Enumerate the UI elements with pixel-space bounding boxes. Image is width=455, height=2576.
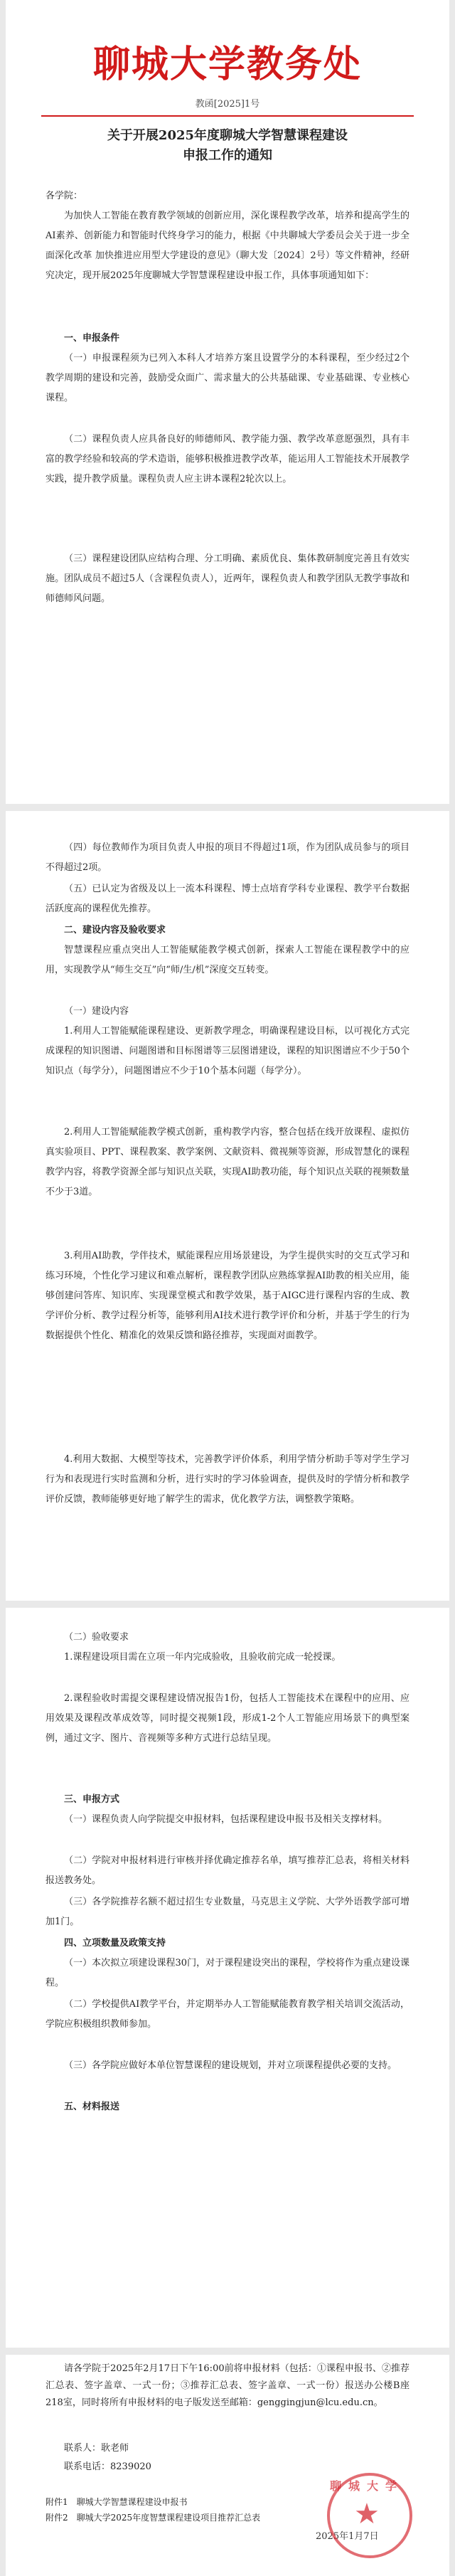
issue-date: 2025年1月7日: [316, 2531, 379, 2542]
attachment-2: 附件2 聊城大学2025年度智慧课程建设项目推荐汇总表: [46, 2513, 261, 2523]
document-number: 教函[2025]1号: [195, 99, 260, 110]
section-3-item-2: （二）学院对申报材料进行审核并择优确定推荐名单，填写推荐汇总表，将相关材料报送教务处。: [46, 1855, 410, 1886]
seal-star-icon: ★: [354, 2498, 380, 2530]
acceptance-req-2: 2.课程验收时需提交课程建设情况报告1份，包括人工智能技术在课程中的应用、应用效果及课程改革成效等，同时提交视频1段，形成1-2个人工智能应用场景下的典型案例，通过文字、图片、音视频等多种方式进行总结呈现。: [46, 1693, 410, 1744]
section-2-content-3: 3.利用AI助教，学伴技术，赋能课程应用场景建设，为学生提供实时的交互式学习和练习环境，个性化学习建议和难点解析，课程教学团队应熟练掌握AI助教的相关应用，能够创建问答库、知识库、实现课堂模式和教学效果，基于AIGC进行课程内容的生成、教学评价分析、教学过程分析等，能够利用AI技术进行教学评价和分析，并基于学生的行为数据提供个性化、精准化的效果反馈和路径推荐，实现面对面教学。: [46, 1251, 410, 1341]
section-4-item-2: （二）学校提供AI教学平台，并定期举办人工智能赋能教育教学相关培训交流活动，学院应积极组织教师参加。: [46, 1999, 410, 2030]
document-title-line-1: 关于开展2025年度聊城大学智慧课程建设: [107, 128, 348, 143]
attachment-1: 附件1 聊城大学智慧课程建设申报书: [46, 2497, 188, 2507]
submission-email: genggingjun@lcu.edu.cn。: [257, 2397, 383, 2408]
seal-text: 聊城大学: [330, 2479, 405, 2493]
section-2-sub-1: （一）建设内容: [64, 1006, 129, 1017]
document-title-line-2: 申报工作的通知: [183, 148, 272, 163]
section-2-content-4: 4.利用大数据、大模型等技术，完善教学评价体系，利用学情分析助手等对学生学习行为和表现进行实时监测和分析，进行实时的学习体验调查，提供及时的学情分析和教学评价反馈，教师能够更好地了解学生的需求，优化教学方法，调整教学策略。: [46, 1454, 410, 1505]
page-2: [6, 811, 449, 1601]
section-1-heading: 一、申报条件: [64, 333, 120, 344]
section-3-item-1: （一）课程负责人向学院提交申报材料，包括课程建设申报书及相关支撑材料。: [64, 1814, 388, 1825]
contact-person: 联系人：耿老师: [64, 2443, 129, 2454]
section-3-heading: 三、申报方式: [64, 1794, 120, 1805]
section-1-item-1: （一）申报课程须为已列入本科人才培养方案且设置学分的本科课程，至少经过2个教学周期的建设和完善，鼓励受众面广、需求量大的公共基础课、专业基础课、专业核心课程。: [46, 353, 410, 403]
section-1-item-4: （四）每位教师作为项目负责人申报的项目不得超过1项，作为团队成员参与的项目不得超过2项。: [46, 842, 410, 873]
section-3-item-3: （三）各学院推荐名额不超过招生专业数量，马克思主义学院、大学外语教学部可增加1门。: [46, 1897, 410, 1927]
salutation: 各学院：: [46, 191, 83, 201]
section-5-heading: 五、材料报送: [64, 2101, 120, 2112]
contact-phone: 联系电话：8239020: [64, 2461, 151, 2472]
section-2-intro: 智慧课程应重点突出人工智能赋能教学模式创新，探索人工智能在课程教学中的应用，实现教学从“师生交互”向“师/生/机”深度交互转变。: [46, 945, 410, 975]
page-1: [6, 0, 449, 804]
section-2-content-1: 1.利用人工智能赋能课程建设、更新教学理念，明确课程建设目标，以可视化方式完成课程的知识图谱、问题图谱和目标图谱等三层图谱建设，课程的知识图谱应不少于50个知识点（每学分），问题图谱应不少于10个基本问题（每学分）。: [46, 1026, 410, 1076]
intro-paragraph: 为加快人工智能在教育教学领域的创新应用，深化课程教学改革，培养和提高学生的AI素养、创新能力和智能时代终身学习的能力，根据《中共聊城大学委员会关于进一步全面深化改革 加快推进应用型大学建设的意见》（聊大发〔2024〕2号）等文件精神，经研究决定，现开展2025年度聊城大学智慧课程建设申报工作，具体事项通知如下：: [46, 211, 410, 281]
section-1-item-3: （三）课程建设团队应结构合理、分工明确、素质优良、集体教研制度完善且有效实施。团队成员不超过5人（含课程负责人），近两年，课程负责人和教学团队无教学事故和师德师风问题。: [46, 553, 410, 604]
section-1-item-5: （五）已认定为省级及以上一流本科课程、博士点培育学科专业课程、教学平台数据活跃度高的课程优先推荐。: [46, 884, 410, 914]
letterhead-org: 聊城大学教务处: [92, 43, 362, 86]
page-4: [6, 2355, 449, 2576]
header-divider: [41, 115, 414, 117]
acceptance-req-1: 1.课程建设项目需在立项一年内完成验收，且验收前完成一轮授课。: [64, 1652, 341, 1663]
section-2-sub-2: （二）验收要求: [64, 1632, 129, 1643]
closing-paragraph: [46, 2360, 410, 2412]
section-2-content-2: 2.利用人工智能赋能教学模式创新，重构教学内容，整合包括在线开放课程、虚拟仿真实验项目、PPT、课程教案、教学案例、文献资料、微视频等资源，形成智慧化的课程教学内容，将教学资源全部与知识点关联，实现AI助教功能，每个知识点关联的视频数量不少于3道。: [46, 1127, 410, 1197]
section-4-item-1: （一）本次拟立项建设课程30门，对于课程建设突出的课程，学校将作为重点建设课程。: [46, 1958, 410, 1988]
section-4-heading: 四、立项数量及政策支持: [64, 1938, 166, 1949]
section-4-item-3: （三）各学院应做好本单位智慧课程的建设规划，并对立项课程提供必要的支持。: [64, 2060, 397, 2071]
section-1-item-2: （二）课程负责人应具备良好的师德师风、教学能力强、教学改革意愿强烈，具有丰富的教学经验和较高的学术造诣，能够积极推进教学改革，能运用人工智能技术开展教学实践，提升教学质量。课程负责人应主讲本课程2轮次以上。: [46, 434, 410, 484]
closing-text: 请各学院于2025年2月17日下午16:00前将申报材料（包括：①课程申报书、②推荐汇总表、签字盖章、一式一份；③推荐汇总表、签字盖章、一式一份）报送办公楼B座218室，同时将所有申报材料的电子版发送至邮箱：: [46, 2363, 410, 2408]
page-3: [6, 1608, 449, 2348]
section-2-heading: 二、建设内容及验收要求: [64, 925, 166, 935]
